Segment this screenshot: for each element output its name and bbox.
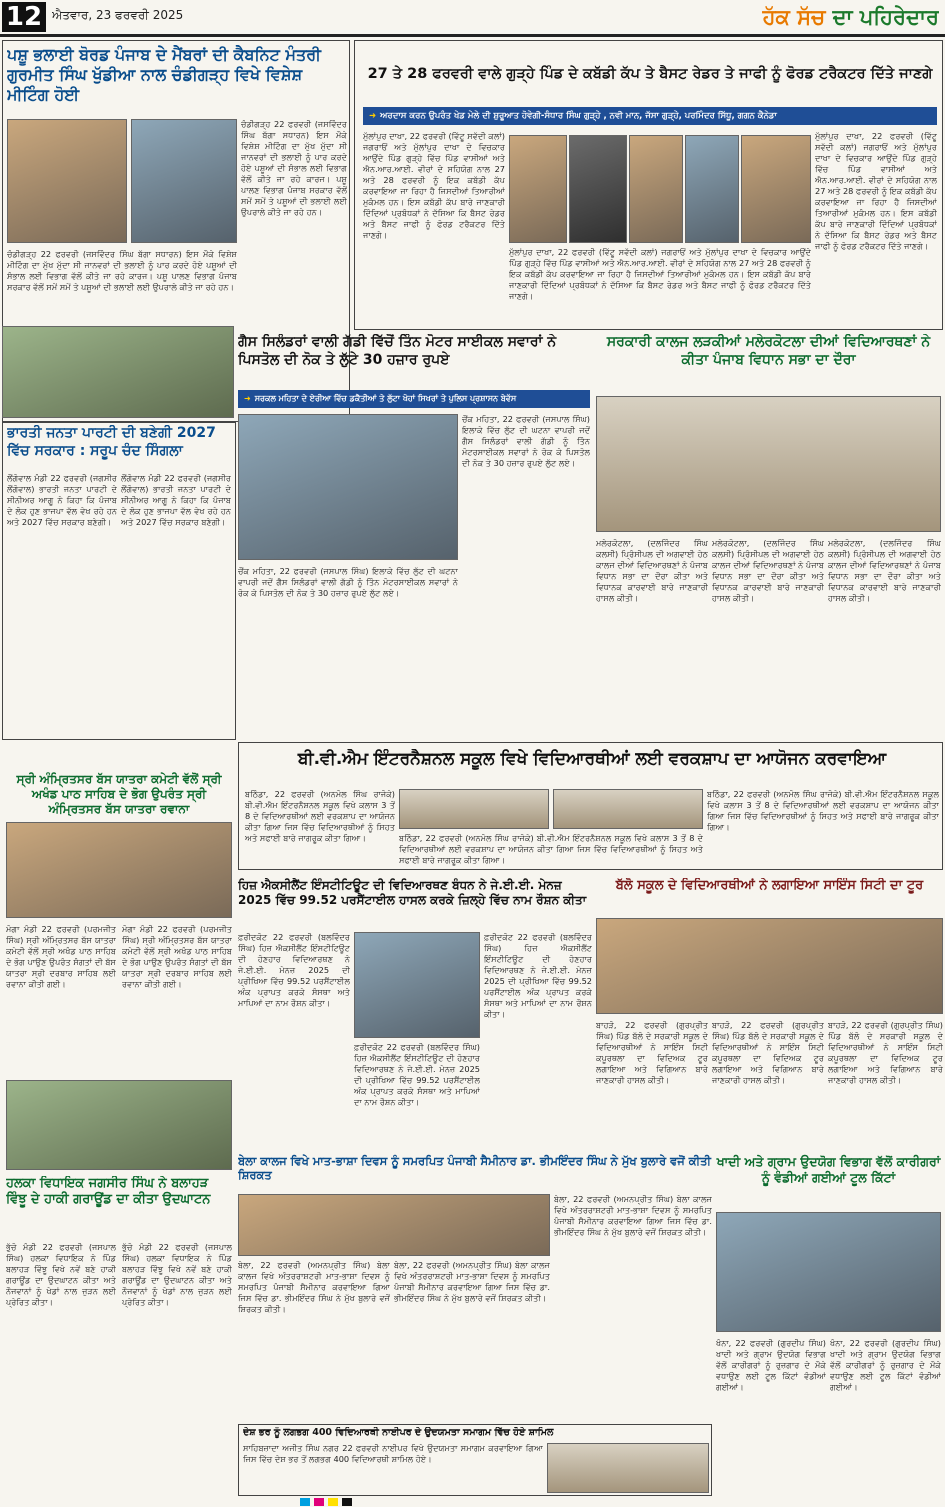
article-body-right (484, 932, 592, 1146)
article-bvm (238, 742, 943, 870)
page-number: 12 (2, 2, 46, 32)
article-text: ਬੇਲਾ, 22 ਫਰਵਰੀ (ਅਮਨਪ੍ਰੀਤ ਸਿੰਘ) ਬੇਲਾ ਕਾਲਜ ਵਿਖੇ ਅੰਤਰਰਾਸ਼ਟਰੀ ਮਾਤ-ਭਾਸ਼ਾ ਦਿਵਸ ਨੂੰ ਸਮਰਪਿਤ ਪੰਜਾਬੀ ਸੈਮੀਨਾਰ ਕਰਵਾਇਆ ਗਿਆ ਜਿਸ ਵਿੱਚ ਡਾ. ਭੀਮਇੰਦਰ ਸਿੰਘ ਨੇ ਮੁੱਖ ਬੁਲਾਰੇ ਵਜੋਂ ਸ਼ਿਰਕਤ ਕੀਤੀ। (554, 1194, 712, 1237)
photo-bus-yatra (6, 822, 232, 918)
photo-student (354, 932, 480, 1038)
article-headline: 27 ਤੇ 28 ਫਰਵਰੀ ਵਾਲੇ ਗੁੜ੍ਹੇ ਪਿੰਡ ਦੇ ਕਬੱਡੀ ਕੱਪ ਤੇ ਬੈਸਟ ਰੇਡਰ ਤੇ ਜਾਫੀ ਨੂੰ ਫੋਰਡ ਟਰੈਕਟਰ ਦਿੱਤੇ ਜਾਣਗੇ (367, 66, 933, 82)
article-text: ਬਠਿੰਡਾ, 22 ਫਰਵਰੀ (ਅਨਮੋਲ ਸਿੰਘ ਰਾਜੋਕੇ) ਬੀ.ਵੀ.ਐਮ ਇੰਟਰਨੈਸ਼ਨਲ ਸਕੂਲ ਵਿਖੇ ਕਲਾਸ 3 ਤੋਂ 8 ਦੇ ਵਿਦਿਆਰਥੀਆਂ ਲਈ ਵਰਕਸ਼ਾਪ ਦਾ ਆਯੋਜਨ ਕੀਤਾ ਗਿਆ ਜਿਸ ਵਿੱਚ ਵਿਦਿਆਰਥੀਆਂ ਨੂੰ ਸਿਹਤ ਅਤੇ ਸਫਾਈ ਬਾਰੇ ਜਾਗਰੂਕ ਕੀਤਾ ਗਿਆ। (245, 789, 395, 843)
article-body-cont (830, 1338, 941, 1492)
article-text-right: ਮਲੇਰਕੋਟਲਾ, (ਦਲਜਿੰਦਰ ਸਿੰਘ ਕਲਸੀ) ਪ੍ਰਿੰਸੀਪਲ ਦੀ ਅਗਵਾਈ ਹੇਠ ਕਾਲਜ ਦੀਆਂ ਵਿਦਿਆਰਥਣਾਂ ਨੇ ਪੰਜਾਬ ਵਿਧਾਨ ਸਭਾ ਦਾ ਦੌਰਾ ਕੀਤਾ ਅਤੇ ਵਿਧਾਨਕ ਕਾਰਵਾਈ ਬਾਰੇ ਜਾਣਕਾਰੀ ਹਾਸਲ ਕੀਤੀ। (828, 538, 941, 603)
photo-assembly-visit (596, 396, 941, 532)
article-text-cont: ਚੰਡੀਗੜ੍ਹ 22 ਫਰਵਰੀ (ਜਸਵਿੰਦਰ ਸਿੰਘ ਬੱਗਾ ਸਧਾਰਨ) ਇਸ ਮੌਕੇ ਵਿਸ਼ੇਸ਼ ਮੀਟਿੰਗ ਦਾ ਮੁੱਖ ਮੁੱਦਾ ਸੀ ਜਾਨਵਰਾਂ ਦੀ ਭਲਾਈ ਨੂੰ ਪਾਰ ਕਰਦੇ ਹੋਏ ਪਸ਼ੂਆਂ ਦੀ ਸੰਭਾਲ ਲਈ ਵਿਭਾਗ ਵੱਲੋਂ ਕੀਤੇ ਜਾ ਰਹੇ ਕਾਰਜ। ਪਸ਼ੂ ਪਾਲਣ ਵਿਭਾਗ ਪੰਜਾਬ ਸਰਕਾਰ ਵੱਲੋਂ ਸਮੇਂ ਸਮੇਂ ਤੇ ਪਸ਼ੂਆਂ ਦੀ ਭਲਾਈ ਲਈ ਉਪਰਾਲੇ ਕੀਤੇ ਜਾ ਰਹੇ ਹਨ। (7, 249, 237, 292)
article-text: ਮਲੇਰਕੋਟਲਾ, (ਦਲਜਿੰਦਰ ਸਿੰਘ ਕਲਸੀ) ਪ੍ਰਿੰਸੀਪਲ ਦੀ ਅਗਵਾਈ ਹੇਠ ਕਾਲਜ ਦੀਆਂ ਵਿਦਿਆਰਥਣਾਂ ਨੇ ਪੰਜਾਬ ਵਿਧਾਨ ਸਭਾ ਦਾ ਦੌਰਾ ਕੀਤਾ ਅਤੇ ਵਿਧਾਨਕ ਕਾਰਵਾਈ ਬਾਰੇ ਜਾਣਕਾਰੀ ਹਾਸਲ ਕੀਤੀ। (596, 538, 708, 603)
portrait-5 (741, 135, 811, 243)
article-body-right (828, 538, 941, 738)
portrait-3 (629, 135, 683, 243)
portrait-4 (685, 135, 739, 243)
article-headline: ਗੈਸ ਸਿਲੰਡਰਾਂ ਵਾਲੀ ਗੱਡੀ ਵਿੱਚੋਂ ਤਿੰਨ ਮੋਟਰ ਸਾਈਕਲ ਸਵਾਰਾਂ ਨੇ ਪਿਸਤੋਲ ਦੀ ਨੋਕ ਤੇ ਲੁੱਟੇ 30 ਹਜ਼ਾਰ ਰੁਪਏ (238, 334, 557, 368)
article-text-left: ਬੇਲਾ, 22 ਫਰਵਰੀ (ਅਮਨਪ੍ਰੀਤ ਸਿੰਘ) ਬੇਲਾ ਕਾਲਜ ਵਿਖੇ ਅੰਤਰਰਾਸ਼ਟਰੀ ਮਾਤ-ਭਾਸ਼ਾ ਦਿਵਸ ਨੂੰ ਸਮਰਪਿਤ ਪੰਜਾਬੀ ਸੈਮੀਨਾਰ ਕਰਵਾਇਆ ਗਿਆ ਜਿਸ ਵਿੱਚ ਡਾ. ਭੀਮਇੰਦਰ ਸਿੰਘ ਨੇ ਮੁੱਖ ਬੁਲਾਰੇ ਵਜੋਂ ਸ਼ਿਰਕਤ ਕੀਤੀ। (238, 1260, 390, 1314)
article-body-cont (238, 566, 458, 740)
brand-part-1: ਹੱਕ ਸੱਚ (762, 5, 833, 29)
photo-meeting (7, 119, 127, 243)
article-hockey (2, 1080, 236, 1496)
article-text: ਖੰਨਾ, 22 ਫਰਵਰੀ (ਗੁਰਦੀਪ ਸਿੰਘ) ਖਾਦੀ ਅਤੇ ਗ੍ਰਾਮ ਉਦਯੋਗ ਵਿਭਾਗ ਵੱਲੋਂ ਕਾਰੀਗਰਾਂ ਨੂੰ ਰੁਜ਼ਗਾਰ ਦੇ ਮੌਕੇ ਵਧਾਉਣ ਲਈ ਟੂਲ ਕਿੱਟਾਂ ਵੰਡੀਆਂ ਗਈਆਂ। (716, 1338, 826, 1392)
article-text-right: ਮੁੱਲਾਂਪੁਰ ਦਾਖਾ, 22 ਫਰਵਰੀ (ਵਿੱਟੂ ਸਵੱਦੀ ਕਲਾਂ) ਜਗਰਾਓਂ ਅਤੇ ਮੁੱਲਾਂਪੁਰ ਦਾਖਾ ਦੇ ਵਿਚਕਾਰ ਆਉਂਦੇ ਪਿੰਡ ਗੁੜ੍ਹੇ ਵਿੱਚ ਪਿੰਡ ਵਾਸੀਆਂ ਅਤੇ ਐਨ.ਆਰ.ਆਈ. ਵੀਰਾਂ ਦੇ ਸਹਿਯੋਗ ਨਾਲ 27 ਅਤੇ 28 ਫਰਵਰੀ ਨੂੰ ਇਕ ਕਬੱਡੀ ਕੱਪ ਕਰਵਾਇਆ ਜਾ ਰਿਹਾ ਹੈ ਜਿਸਦੀਆਂ ਤਿਆਰੀਆਂ ਮੁਕੰਮਲ ਹਨ। ਇਸ ਕਬੱਡੀ ਕੱਪ ਬਾਰੇ ਜਾਣਕਾਰੀ ਦਿੰਦਿਆਂ ਪ੍ਰਬੰਧਕਾਂ ਨੇ ਦੱਸਿਆ ਕਿ ਬੈਸਟ ਰੇਡਰ ਅਤੇ ਬੈਸਟ ਜਾਫੀ ਨੂੰ ਫੋਰਡ ਟਰੈਕਟਰ ਦਿੱਤੇ ਜਾਣਗੇ। (815, 131, 937, 251)
article-text-cont: ਲੌਂਗੋਵਾਲ ਮੰਡੀ 22 ਫਰਵਰੀ (ਜਗਸੀਰ ਲੌਂਗੋਵਾਲ) ਭਾਰਤੀ ਜਨਤਾ ਪਾਰਟੀ ਦੇ ਸੀਨੀਅਰ ਆਗੂ ਨੇ ਕਿਹਾ ਕਿ ਪੰਜਾਬ ਦੇ ਲੋਕ ਹੁਣ ਭਾਜਪਾ ਵੱਲ ਵੇਖ ਰਹੇ ਹਨ ਅਤੇ 2027 ਵਿੱਚ ਸਰਕਾਰ ਬਣੇਗੀ। (121, 473, 231, 527)
article-text: ਚੌਂਕ ਮਹਿਤਾ, 22 ਫਰਵਰੀ (ਜਸਪਾਲ ਸਿੰਘ) ਇਲਾਕੇ ਵਿੱਚ ਲੁੱਟ ਦੀ ਘਟਨਾ ਵਾਪਰੀ ਜਦੋਂ ਗੈਸ ਸਿਲੰਡਰਾਂ ਵਾਲੀ ਗੱਡੀ ਨੂੰ ਤਿੰਨ ਮੋਟਰਸਾਈਕਲ ਸਵਾਰਾਂ ਨੇ ਰੋਕ ਕੇ ਪਿਸਤੋਲ ਦੀ ਨੋਕ ਤੇ 30 ਹਜ਼ਾਰ ਰੁਪਏ ਲੁੱਟ ਲਏ। (462, 414, 590, 468)
article-bjp (2, 422, 236, 740)
article-body-left (238, 1260, 390, 1420)
photo-workshop-1 (399, 789, 549, 829)
registration-marks (300, 1498, 645, 1506)
article-headline: ਭਾਰਤੀ ਜਨਤਾ ਪਾਰਟੀ ਦੀ ਬਣੇਗੀ 2027 ਵਿੱਚ ਸਰਕਾਰ : ਸਰੂਪ ਚੰਦ ਸਿੰਗਲਾ (7, 425, 216, 459)
yellow-mark (328, 1498, 338, 1506)
article-body-cont (122, 924, 232, 1074)
portrait-2 (569, 135, 627, 243)
article-subhead (363, 107, 937, 125)
article-kabaddi (354, 40, 943, 330)
article-startup (238, 1424, 712, 1496)
article-body (245, 789, 395, 867)
subhead-text: ਸਰਕਲ ਮਹਿਤਾ ਦੇ ਏਰੀਆ ਵਿੱਚ ਡਕੈਤੀਆਂ ਤੇ ਲੁੱਟਾ ਖੋਹਾਂ ਸਿਖਰਾਂ ਤੇ ਪੁਲਿਸ ਪ੍ਰਸ਼ਾਸਨ ਬੇਵੱਸ (254, 394, 517, 403)
subhead-arrow-icon: ➜ (244, 394, 251, 403)
article-subhead (238, 390, 590, 408)
article-headline: ਹਲਕਾ ਵਿਧਾਇਕ ਜਗਸੀਰ ਸਿੰਘ ਨੇ ਬਲਾਹੜ ਵਿੰਝੂ ਦੇ ਹਾਕੀ ਗਰਾਊਂਡ ਦਾ ਕੀਤਾ ਉਦਘਾਟਨ (6, 1176, 211, 1208)
photo-minister (131, 119, 237, 243)
article-body-mid (394, 1260, 550, 1420)
top-rule (0, 34, 945, 37)
article-text: ਮੁੱਲਾਂਪੁਰ ਦਾਖਾ, 22 ਫਰਵਰੀ (ਵਿੱਟੂ ਸਵੱਦੀ ਕਲਾਂ) ਜਗਰਾਓਂ ਅਤੇ ਮੁੱਲਾਂਪੁਰ ਦਾਖਾ ਦੇ ਵਿਚਕਾਰ ਆਉਂਦੇ ਪਿੰਡ ਗੁੜ੍ਹੇ ਵਿੱਚ ਪਿੰਡ ਵਾਸੀਆਂ ਅਤੇ ਐਨ.ਆਰ.ਆਈ. ਵੀਰਾਂ ਦੇ ਸਹਿਯੋਗ ਨਾਲ 27 ਅਤੇ 28 ਫਰਵਰੀ ਨੂੰ ਇਕ ਕਬੱਡੀ ਕੱਪ ਕਰਵਾਇਆ ਜਾ ਰਿਹਾ ਹੈ ਜਿਸਦੀਆਂ ਤਿਆਰੀਆਂ ਮੁਕੰਮਲ ਹਨ। ਇਸ ਕਬੱਡੀ ਕੱਪ ਬਾਰੇ ਜਾਣਕਾਰੀ ਦਿੰਦਿਆਂ ਪ੍ਰਬੰਧਕਾਂ ਨੇ ਦੱਸਿਆ ਕਿ ਬੈਸਟ ਰੇਡਰ ਅਤੇ ਬੈਸਟ ਜਾਫੀ ਨੂੰ ਫੋਰਡ ਟਰੈਕਟਰ ਦਿੱਤੇ ਜਾਣਗੇ। (363, 131, 505, 240)
article-text: ਫ਼ਰੀਦਕੋਟ 22 ਫਰਵਰੀ (ਬਲਵਿੰਦਰ ਸਿੰਘ) ਹਿਜ਼ ਐਕਸੀਲੈਂਟ ਇੰਸਟੀਟਿਊਟ ਦੀ ਹੋਣਹਾਰ ਵਿਦਿਆਰਥਣ ਨੇ ਜੇ.ਈ.ਈ. ਮੇਨਜ਼ 2025 ਦੀ ਪ੍ਰੀਖਿਆ ਵਿੱਚ 99.52 ਪਰਸੈਂਟਾਈਲ ਅੰਕ ਪ੍ਰਾਪਤ ਕਰਕੇ ਸੰਸਥਾ ਅਤੇ ਮਾਪਿਆਂ ਦਾ ਨਾਮ ਰੌਸ਼ਨ ਕੀਤਾ। (238, 932, 350, 1008)
photo-tool-kits (716, 1212, 941, 1332)
article-body (7, 473, 117, 735)
newspaper-brand (679, 0, 939, 34)
article-headline: ਦੇਸ਼ ਭਰ ਨੂੰ ਲਗਭਗ 400 ਵਿਦਿਆਰਥੀ ਨਾਈਪਰ ਦੇ ਉਦਯਮਤਾ ਸਮਾਗਮ ਵਿੱਚ ਹੋਏ ਸ਼ਾਮਿਲ (243, 1427, 554, 1438)
article-science (596, 874, 943, 1150)
article-text-cont: ਮੋਗਾ ਮੰਡੀ 22 ਫਰਵਰੀ (ਪਰਮਜੀਤ ਸਿੰਘ) ਸ੍ਰੀ ਅੰਮ੍ਰਿਤਸਰ ਬੱਸ ਯਾਤਰਾ ਕਮੇਟੀ ਵੱਲੋਂ ਸ੍ਰੀ ਅਖੰਡ ਪਾਠ ਸਾਹਿਬ ਦੇ ਭੋਗ ਪਾਉਣ ਉਪਰੰਤ ਸੰਗਤਾਂ ਦੀ ਬੱਸ ਯਾਤਰਾ ਸ੍ਰੀ ਦਰਬਾਰ ਸਾਹਿਬ ਲਈ ਰਵਾਨਾ ਕੀਤੀ ਗਈ। (122, 924, 232, 989)
article-headline: ਪਸ਼ੂ ਭਲਾਈ ਬੋਰਡ ਪੰਜਾਬ ਦੇ ਮੈਂਬਰਾਂ ਦੀ ਕੈਬਨਿਟ ਮੰਤਰੀ ਗੁਰਮੀਤ ਸਿੰਘ ਖੁੱਡੀਆ ਨਾਲ ਚੰਡੀਗੜ੍ਹ ਵਿਖੇ ਵਿਸ਼ੇਸ਼ ਮੀਟਿੰਗ ਹੋਈ (7, 45, 321, 104)
article-body-right (815, 131, 937, 323)
article-text-mid: ਬਠਿੰਡਾ, 22 ਫਰਵਰੀ (ਅਨਮੋਲ ਸਿੰਘ ਰਾਜੋਕੇ) ਬੀ.ਵੀ.ਐਮ ਇੰਟਰਨੈਸ਼ਨਲ ਸਕੂਲ ਵਿਖੇ ਕਲਾਸ 3 ਤੋਂ 8 ਦੇ ਵਿਦਿਆਰਥੀਆਂ ਲਈ ਵਰਕਸ਼ਾਪ ਦਾ ਆਯੋਜਨ ਕੀਤਾ ਗਿਆ ਜਿਸ ਵਿੱਚ ਵਿਦਿਆਰਥੀਆਂ ਨੂੰ ਸਿਹਤ ਅਤੇ ਸਫਾਈ ਬਾਰੇ ਜਾਗਰੂਕ ਕੀਤਾ ਗਿਆ। (399, 833, 703, 865)
article-headline: ਸ੍ਰੀ ਅੰਮ੍ਰਿਤਸਰ ਬੱਸ ਯਾਤਰਾ ਕਮੇਟੀ ਵੱਲੋਂ ਸ੍ਰੀ ਅਖੰਡ ਪਾਠ ਸਾਹਿਬ ਦੇ ਭੋਗ ਉਪਰੰਤ ਸ੍ਰੀ ਅੰਮ੍ਰਿਤਸਰ ਬੱਸ ਯਾਤਰਾ ਰਵਾਨਾ (16, 772, 222, 816)
photo-seminar (238, 1194, 550, 1256)
article-body (6, 924, 116, 1074)
article-body-mid (399, 833, 703, 867)
article-text-mid: ਮਲੇਰਕੋਟਲਾ, (ਦਲਜਿੰਦਰ ਸਿੰਘ ਕਲਸੀ) ਪ੍ਰਿੰਸੀਪਲ ਦੀ ਅਗਵਾਈ ਹੇਠ ਕਾਲਜ ਦੀਆਂ ਵਿਦਿਆਰਥਣਾਂ ਨੇ ਪੰਜਾਬ ਵਿਧਾਨ ਸਭਾ ਦਾ ਦੌਰਾ ਕੀਤਾ ਅਤੇ ਵਿਧਾਨਕ ਕਾਰਵਾਈ ਬਾਰੇ ਜਾਣਕਾਰੀ ਹਾਸਲ ਕੀਤੀ। (712, 538, 824, 603)
article-text-right: ਫ਼ਰੀਦਕੋਟ 22 ਫਰਵਰੀ (ਬਲਵਿੰਦਰ ਸਿੰਘ) ਹਿਜ਼ ਐਕਸੀਲੈਂਟ ਇੰਸਟੀਟਿਊਟ ਦੀ ਹੋਣਹਾਰ ਵਿਦਿਆਰਥਣ ਨੇ ਜੇ.ਈ.ਈ. ਮੇਨਜ਼ 2025 ਦੀ ਪ੍ਰੀਖਿਆ ਵਿੱਚ 99.52 ਪਰਸੈਂਟਾਈਲ ਅੰਕ ਪ੍ਰਾਪਤ ਕਰਕੇ ਸੰਸਥਾ ਅਤੇ ਮਾਪਿਆਂ ਦਾ ਨਾਮ ਰੌਸ਼ਨ ਕੀਤਾ। (484, 932, 592, 1019)
article-gas (238, 334, 590, 740)
article-body-right (828, 1020, 943, 1146)
article-text-right: ਬਠਿੰਡਾ, 22 ਫਰਵਰੀ (ਅਨਮੋਲ ਸਿੰਘ ਰਾਜੋਕੇ) ਬੀ.ਵੀ.ਐਮ ਇੰਟਰਨੈਸ਼ਨਲ ਸਕੂਲ ਵਿਖੇ ਕਲਾਸ 3 ਤੋਂ 8 ਦੇ ਵਿਦਿਆਰਥੀਆਂ ਲਈ ਵਰਕਸ਼ਾਪ ਦਾ ਆਯੋਜਨ ਕੀਤਾ ਗਿਆ ਜਿਸ ਵਿੱਚ ਵਿਦਿਆਰਥੀਆਂ ਨੂੰ ਸਿਹਤ ਅਤੇ ਸਫਾਈ ਬਾਰੇ ਜਾਗਰੂਕ ਕੀਤਾ ਗਿਆ। (707, 789, 939, 832)
cyan-mark (300, 1498, 310, 1506)
article-headline: ਬੀ.ਵੀ.ਐਮ ਇੰਟਰਨੈਸ਼ਨਲ ਸਕੂਲ ਵਿਖੇ ਵਿਦਿਆਰਥੀਆਂ ਲਈ ਵਰਕਸ਼ਾਪ ਦਾ ਆਯੋਜਨ ਕਰਵਾਇਆ (297, 749, 887, 769)
article-headline: ਹਿਜ਼ ਐਕਸੀਲੈਂਟ ਇੰਸਟੀਟਿਊਟ ਦੀ ਵਿਦਿਆਰਥਣ ਬੰਧਨ ਨੇ ਜੇ.ਈ.ਈ. ਮੇਨਜ਼ 2025 ਵਿੱਚ 99.52 ਪਰਸੈਂਟਾਈਲ ਹਾਸਲ ਕਰਕੇ ਜ਼ਿਲ੍ਹੇ ਵਿੱਚ ਨਾਮ ਰੌਸ਼ਨ ਕੀਤਾ (238, 878, 587, 907)
article-text-cont: ਭੁੱਚੋ ਮੰਡੀ 22 ਫਰਵਰੀ (ਜਸਪਾਲ ਸਿੰਘ) ਹਲਕਾ ਵਿਧਾਇਕ ਨੇ ਪਿੰਡ ਬਲਾਹੜ ਵਿੰਝੂ ਵਿਖੇ ਨਵੇਂ ਬਣੇ ਹਾਕੀ ਗਰਾਊਂਡ ਦਾ ਉਦਘਾਟਨ ਕੀਤਾ ਅਤੇ ਨੌਜਵਾਨਾਂ ਨੂੰ ਖੇਡਾਂ ਨਾਲ ਜੁੜਨ ਲਈ ਪ੍ਰੇਰਿਤ ਕੀਤਾ। (122, 1242, 232, 1307)
photo-workshop-2 (553, 789, 703, 829)
article-body (363, 131, 505, 323)
article-college (594, 334, 943, 740)
article-body (554, 1194, 712, 1420)
article-body (716, 1338, 826, 1492)
article-text-mid: ਬੇਲਾ, 22 ਫਰਵਰੀ (ਅਮਨਪ੍ਰੀਤ ਸਿੰਘ) ਬੇਲਾ ਕਾਲਜ ਵਿਖੇ ਅੰਤਰਰਾਸ਼ਟਰੀ ਮਾਤ-ਭਾਸ਼ਾ ਦਿਵਸ ਨੂੰ ਸਮਰਪਿਤ ਪੰਜਾਬੀ ਸੈਮੀਨਾਰ ਕਰਵਾਇਆ ਗਿਆ ਜਿਸ ਵਿੱਚ ਡਾ. ਭੀਮਇੰਦਰ ਸਿੰਘ ਨੇ ਮੁੱਖ ਬੁਲਾਰੇ ਵਜੋਂ ਸ਼ਿਰਕਤ ਕੀਤੀ। (394, 1260, 550, 1303)
article-body (6, 1242, 116, 1492)
photo-bjp-group (2, 326, 234, 418)
article-body (596, 1020, 708, 1146)
magenta-mark (314, 1498, 324, 1506)
subhead-text: ਅਰਦਾਸ ਕਰਨ ਉਪਰੰਤ ਖੇਡ ਮੇਲੇ ਦੀ ਸ਼ੁਰੂਆਤ ਹੋਵੇਗੀ-ਸੰਧਾਰ ਸਿੰਘ ਗੁੜ੍ਹੇ , ਨਵੀ ਮਾਨ, ਜੱਸਾ ਗੁੜ੍ਹੇ, ਪਰਮਿੰਦਰ ਸਿੱਧੂ, ਗਗਨ ਕੈਨੇਡਾ (380, 111, 777, 121)
photo-hockey-ground (6, 1080, 232, 1170)
black-mark (342, 1498, 352, 1506)
article-body (243, 1443, 543, 1493)
article-text-mid: ਫ਼ਰੀਦਕੋਟ 22 ਫਰਵਰੀ (ਬਲਵਿੰਦਰ ਸਿੰਘ) ਹਿਜ਼ ਐਕਸੀਲੈਂਟ ਇੰਸਟੀਟਿਊਟ ਦੀ ਹੋਣਹਾਰ ਵਿਦਿਆਰਥਣ ਨੇ ਜੇ.ਈ.ਈ. ਮੇਨਜ਼ 2025 ਦੀ ਪ੍ਰੀਖਿਆ ਵਿੱਚ 99.52 ਪਰਸੈਂਟਾਈਲ ਅੰਕ ਪ੍ਰਾਪਤ ਕਰਕੇ ਸੰਸਥਾ ਅਤੇ ਮਾਪਿਆਂ ਦਾ ਨਾਮ ਰੌਸ਼ਨ ਕੀਤਾ। (354, 1042, 480, 1107)
issue-date: ਐਤਵਾਰ, 23 ਫਰਵਰੀ 2025 (52, 8, 184, 22)
brand-part-2: ਦਾ ਪਹਿਰੇਦਾਰ (832, 5, 939, 29)
article-text: ਚੰਡੀਗੜ੍ਹ 22 ਫਰਵਰੀ (ਜਸਵਿੰਦਰ ਸਿੰਘ ਬੱਗਾ ਸਧਾਰਨ) ਇਸ ਮੌਕੇ ਵਿਸ਼ੇਸ਼ ਮੀਟਿੰਗ ਦਾ ਮੁੱਖ ਮੁੱਦਾ ਸੀ ਜਾਨਵਰਾਂ ਦੀ ਭਲਾਈ ਨੂੰ ਪਾਰ ਕਰਦੇ ਹੋਏ ਪਸ਼ੂਆਂ ਦੀ ਸੰਭਾਲ ਲਈ ਵਿਭਾਗ ਵੱਲੋਂ ਕੀਤੇ ਜਾ ਰਹੇ ਕਾਰਜ। ਪਸ਼ੂ ਪਾਲਣ ਵਿਭਾਗ ਪੰਜਾਬ ਸਰਕਾਰ ਵੱਲੋਂ ਸਮੇਂ ਸਮੇਂ ਤੇ ਪਸ਼ੂਆਂ ਦੀ ਭਲਾਈ ਲਈ ਉਪਰਾਲੇ ਕੀਤੇ ਜਾ ਰਹੇ ਹਨ। (241, 119, 347, 217)
article-text: ਮੋਗਾ ਮੰਡੀ 22 ਫਰਵਰੀ (ਪਰਮਜੀਤ ਸਿੰਘ) ਸ੍ਰੀ ਅੰਮ੍ਰਿਤਸਰ ਬੱਸ ਯਾਤਰਾ ਕਮੇਟੀ ਵੱਲੋਂ ਸ੍ਰੀ ਅਖੰਡ ਪਾਠ ਸਾਹਿਬ ਦੇ ਭੋਗ ਪਾਉਣ ਉਪਰੰਤ ਸੰਗਤਾਂ ਦੀ ਬੱਸ ਯਾਤਰਾ ਸ੍ਰੀ ਦਰਬਾਰ ਸਾਹਿਬ ਲਈ ਰਵਾਨਾ ਕੀਤੀ ਗਈ। (6, 924, 116, 989)
article-body-cont (121, 473, 231, 735)
subhead-arrow-icon: ➜ (369, 111, 377, 121)
article-headline: ਬੇਲਾ ਕਾਲਜ ਵਿਖੇ ਮਾਤ-ਭਾਸ਼ਾ ਦਿਵਸ ਨੂੰ ਸਮਰਪਿਤ ਪੰਜਾਬੀ ਸੈਮੀਨਾਰ ਡਾ. ਭੀਮਇੰਦਰ ਸਿੰਘ ਨੇ ਮੁੱਖ ਬੁਲਾਰੇ ਵਜੋਂ ਕੀਤੀ ਸ਼ਿਰਕਤ (238, 1154, 711, 1183)
article-body-mid (712, 1020, 824, 1146)
article-khadi (714, 1154, 943, 1496)
article-text-bottom: ਮੁੱਲਾਂਪੁਰ ਦਾਖਾ, 22 ਫਰਵਰੀ (ਵਿੱਟੂ ਸਵੱਦੀ ਕਲਾਂ) ਜਗਰਾਓਂ ਅਤੇ ਮੁੱਲਾਂਪੁਰ ਦਾਖਾ ਦੇ ਵਿਚਕਾਰ ਆਉਂਦੇ ਪਿੰਡ ਗੁੜ੍ਹੇ ਵਿੱਚ ਪਿੰਡ ਵਾਸੀਆਂ ਅਤੇ ਐਨ.ਆਰ.ਆਈ. ਵੀਰਾਂ ਦੇ ਸਹਿਯੋਗ ਨਾਲ 27 ਅਤੇ 28 ਫਰਵਰੀ ਨੂੰ ਇਕ ਕਬੱਡੀ ਕੱਪ ਕਰਵਾਇਆ ਜਾ ਰਿਹਾ ਹੈ ਜਿਸਦੀਆਂ ਤਿਆਰੀਆਂ ਮੁਕੰਮਲ ਹਨ। ਇਸ ਕਬੱਡੀ ਕੱਪ ਬਾਰੇ ਜਾਣਕਾਰੀ ਦਿੰਦਿਆਂ ਪ੍ਰਬੰਧਕਾਂ ਨੇ ਦੱਸਿਆ ਕਿ ਬੈਸਟ ਰੇਡਰ ਅਤੇ ਬੈਸਟ ਜਾਫੀ ਨੂੰ ਫੋਰਡ ਟਰੈਕਟਰ ਦਿੱਤੇ ਜਾਣਗੇ। (509, 247, 811, 301)
article-body (596, 538, 708, 738)
article-text: ਭੁੱਚੋ ਮੰਡੀ 22 ਫਰਵਰੀ (ਜਸਪਾਲ ਸਿੰਘ) ਹਲਕਾ ਵਿਧਾਇਕ ਨੇ ਪਿੰਡ ਬਲਾਹੜ ਵਿੰਝੂ ਵਿਖੇ ਨਵੇਂ ਬਣੇ ਹਾਕੀ ਗਰਾਊਂਡ ਦਾ ਉਦਘਾਟਨ ਕੀਤਾ ਅਤੇ ਨੌਜਵਾਨਾਂ ਨੂੰ ਖੇਡਾਂ ਨਾਲ ਜੁੜਨ ਲਈ ਪ੍ਰੇਰਿਤ ਕੀਤਾ। (6, 1242, 116, 1307)
article-body (462, 414, 590, 740)
article-text-cont: ਖੰਨਾ, 22 ਫਰਵਰੀ (ਗੁਰਦੀਪ ਸਿੰਘ) ਖਾਦੀ ਅਤੇ ਗ੍ਰਾਮ ਉਦਯੋਗ ਵਿਭਾਗ ਵੱਲੋਂ ਕਾਰੀਗਰਾਂ ਨੂੰ ਰੁਜ਼ਗਾਰ ਦੇ ਮੌਕੇ ਵਧਾਉਣ ਲਈ ਟੂਲ ਕਿੱਟਾਂ ਵੰਡੀਆਂ ਗਈਆਂ। (830, 1338, 941, 1392)
article-body-mid (712, 538, 824, 738)
portrait-1 (509, 135, 567, 243)
photo-startup-event (547, 1443, 709, 1493)
article-headline: ਸਰਕਾਰੀ ਕਾਲਜ ਲੜਕੀਆਂ ਮਲੇਰਕੋਟਲਾ ਦੀਆਂ ਵਿਦਿਆਰਥਣਾਂ ਨੇ ਕੀਤਾ ਪੰਜਾਬ ਵਿਧਾਨ ਸਭਾ ਦਾ ਦੌਰਾ (606, 334, 931, 368)
article-body-bottom (509, 247, 811, 323)
article-text-cont: ਚੌਂਕ ਮਹਿਤਾ, 22 ਫਰਵਰੀ (ਜਸਪਾਲ ਸਿੰਘ) ਇਲਾਕੇ ਵਿੱਚ ਲੁੱਟ ਦੀ ਘਟਨਾ ਵਾਪਰੀ ਜਦੋਂ ਗੈਸ ਸਿਲੰਡਰਾਂ ਵਾਲੀ ਗੱਡੀ ਨੂੰ ਤਿੰਨ ਮੋਟਰਸਾਈਕਲ ਸਵਾਰਾਂ ਨੇ ਰੋਕ ਕੇ ਪਿਸਤੋਲ ਦੀ ਨੋਕ ਤੇ 30 ਹਜ਼ਾਰ ਰੁਪਏ ਲੁੱਟ ਲਏ। (238, 566, 458, 598)
article-text-right: ਬਾਹੜੋ, 22 ਫਰਵਰੀ (ਗੁਰਪ੍ਰੀਤ ਸਿੰਘ) ਪਿੰਡ ਬੱਲੋ ਦੇ ਸਰਕਾਰੀ ਸਕੂਲ ਦੇ ਵਿਦਿਆਰਥੀਆਂ ਨੇ ਸਾਇੰਸ ਸਿਟੀ ਕਪੂਰਥਲਾ ਦਾ ਵਿਦਿਅਕ ਟੂਰ ਲਗਾਇਆ ਅਤੇ ਵਿਗਿਆਨ ਬਾਰੇ ਜਾਣਕਾਰੀ ਹਾਸਲ ਕੀਤੀ। (828, 1020, 943, 1085)
article-text: ਲੌਂਗੋਵਾਲ ਮੰਡੀ 22 ਫਰਵਰੀ (ਜਗਸੀਰ ਲੌਂਗੋਵਾਲ) ਭਾਰਤੀ ਜਨਤਾ ਪਾਰਟੀ ਦੇ ਸੀਨੀਅਰ ਆਗੂ ਨੇ ਕਿਹਾ ਕਿ ਪੰਜਾਬ ਦੇ ਲੋਕ ਹੁਣ ਭਾਜਪਾ ਵੱਲ ਵੇਖ ਰਹੇ ਹਨ ਅਤੇ 2027 ਵਿੱਚ ਸਰਕਾਰ ਬਣੇਗੀ। (7, 473, 117, 527)
article-body-right (707, 789, 939, 867)
article-amritsar (2, 746, 236, 1078)
article-text: ਬਾਹੜੋ, 22 ਫਰਵਰੀ (ਗੁਰਪ੍ਰੀਤ ਸਿੰਘ) ਪਿੰਡ ਬੱਲੋ ਦੇ ਸਰਕਾਰੀ ਸਕੂਲ ਦੇ ਵਿਦਿਆਰਥੀਆਂ ਨੇ ਸਾਇੰਸ ਸਿਟੀ ਕਪੂਰਥਲਾ ਦਾ ਵਿਦਿਅਕ ਟੂਰ ਲਗਾਇਆ ਅਤੇ ਵਿਗਿਆਨ ਬਾਰੇ ਜਾਣਕਾਰੀ ਹਾਸਲ ਕੀਤੀ। (596, 1020, 708, 1085)
article-text-mid: ਬਾਹੜੋ, 22 ਫਰਵਰੀ (ਗੁਰਪ੍ਰੀਤ ਸਿੰਘ) ਪਿੰਡ ਬੱਲੋ ਦੇ ਸਰਕਾਰੀ ਸਕੂਲ ਦੇ ਵਿਦਿਆਰਥੀਆਂ ਨੇ ਸਾਇੰਸ ਸਿਟੀ ਕਪੂਰਥਲਾ ਦਾ ਵਿਦਿਅਕ ਟੂਰ ਲਗਾਇਆ ਅਤੇ ਵਿਗਿਆਨ ਬਾਰੇ ਜਾਣਕਾਰੀ ਹਾਸਲ ਕੀਤੀ। (712, 1020, 824, 1085)
photo-science-tour (596, 918, 943, 1014)
photo-gas-vehicle (238, 414, 458, 560)
article-body-mid (354, 1042, 480, 1146)
article-body-cont (122, 1242, 232, 1492)
article-body (238, 932, 350, 1146)
article-headline: ਬੱਲੋ ਸਕੂਲ ਦੇ ਵਿਦਿਆਰਥੀਆਂ ਨੇ ਲਗਾਇਆ ਸਾਇੰਸ ਸਿਟੀ ਦਾ ਟੂਰ (615, 878, 924, 893)
article-jee (238, 874, 592, 1150)
article-bela (238, 1154, 712, 1424)
article-text: ਸਾਹਿਬਜ਼ਾਦਾ ਅਜੀਤ ਸਿੰਘ ਨਗਰ 22 ਫਰਵਰੀ ਨਾਈਪਰ ਵਿਖੇ ਉਦਯਮਤਾ ਸਮਾਗਮ ਕਰਵਾਇਆ ਗਿਆ ਜਿਸ ਵਿੱਚ ਦੇਸ਼ ਭਰ ਤੋਂ ਲਗਭਗ 400 ਵਿਦਿਆਰਥੀ ਸ਼ਾਮਿਲ ਹੋਏ। (243, 1443, 543, 1464)
article-headline: ਖਾਦੀ ਅਤੇ ਗ੍ਰਾਮ ਉਦਯੋਗ ਵਿਭਾਗ ਵੱਲੋਂ ਕਾਰੀਗਰਾਂ ਨੂੰ ਵੰਡੀਆਂ ਗਈਆਂ ਟੂਲ ਕਿੱਟਾਂ (716, 1154, 941, 1185)
